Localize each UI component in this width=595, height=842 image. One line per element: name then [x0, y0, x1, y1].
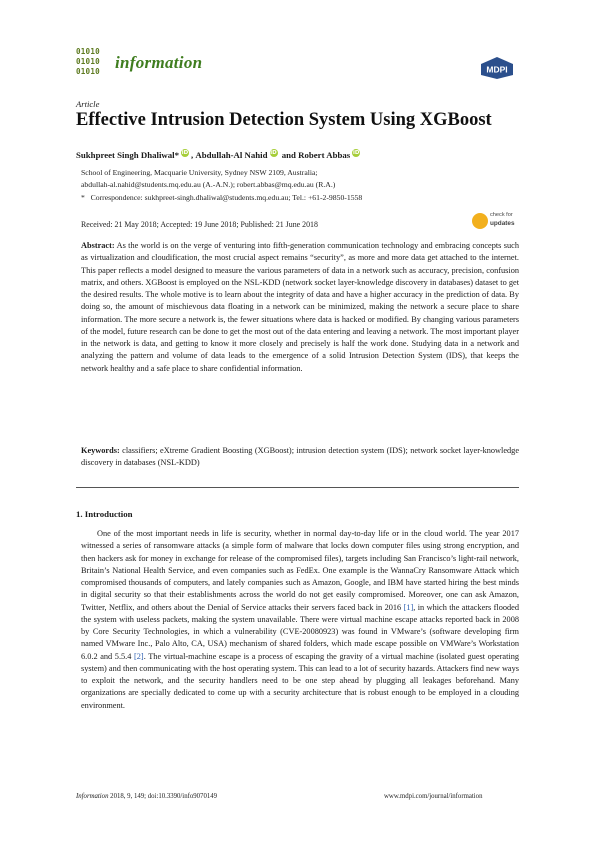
journal-name: information — [115, 53, 203, 72]
orcid-icon[interactable]: iD — [270, 150, 277, 156]
orcid-icon[interactable]: iD — [352, 150, 360, 156]
publication-dates: Received: 21 May 2018; Accepted: 19 June 2018; Published: 21 June 2018 — [81, 220, 318, 229]
introduction-paragraph — [81, 528, 519, 712]
author-separator: , — [191, 149, 196, 160]
affiliation-line: School of Engineering, Macquarie University, Sydney NSW 2109, Australia; — [81, 168, 318, 177]
intro-text-2: , in which the attackers flooded the system with useless packets, making the system unavailable. There were virtual machine escape attacks reported back in 2008 by Core Security Technologies, in which a vulnerability (CVE-20080923) was found in VMware’s (software developing firm named VMware Inc., Palo Alto, CA, USA) mechanism of shared folders, which made escape possible on VMWare’s Workstation 6.0.2 and 5.5.4 — [81, 602, 519, 661]
author-name: Sukhpreet Singh Dhaliwal — [76, 149, 175, 160]
check-for-updates-badge[interactable] — [472, 211, 522, 233]
intro-text-3: . The virtual-machine escape is a process of escaping the gravity of a virtual machine (isolated guest operating system) and then communicating with the host operating system. This can lead to a lot of security hazards. Attackers find new ways to exploit the network, and the security handlers need to be one step ahead by plugging all leakages beforehand. Many organizations are specially dedicated to come up with a security architecture that is robust enough to be employed in a clouding environment. — [81, 651, 520, 710]
abstract-label: Abstract: — [81, 241, 115, 250]
journal-logo — [76, 47, 110, 81]
keywords-text: classifiers; eXtreme Gradient Boosting (XGBoost); intrusion detection system (IDS); network socket layer-knowledge discovery in databases (NSL-KDD) — [81, 446, 520, 468]
author-list — [76, 149, 362, 160]
keywords-label: Keywords: — [81, 446, 120, 455]
footer-citation — [76, 793, 217, 800]
footer-citation-text: 2018, 9, 149; doi:10.3390/info9070149 — [108, 793, 218, 800]
keywords — [81, 445, 519, 470]
author-name: Abdullah-Al Nahid — [195, 149, 268, 160]
author-name: Robert Abbas — [298, 149, 351, 160]
abstract-text: As the world is on the verge of venturing into fifth-generation communication technology and embracing concepts such as virtualization and cloudification, the most crucial aspect remains “security”, as more and more data get attached to the internet. This paper reflects a model designed to measure the various parameters of data in a network such as accuracy, precision, confusion matrix, and others. XGBoost is employed on the NSL-KDD (network socket layer-knowledge discovery in databases) dataset to get the desired results. The whole motive is to learn about the integrity of data and have a higher accuracy in the prediction of data. By doing so, the amount of mischievous data floating in a network can be minimized, making the network a secure place to share information. The more secure a network is, the fewer situations where data is hacked or modified. By changing various parameters of the model, future research can be done to get the most out of the data entering and leaving a network. The most important player in the network is data, and getting to know it more closely and precisely is half the work done. Studying data in a network and analyzing the pattern and volume of data leads to the emergence of a solid Intrusion Detection System (IDS), that keeps the network healthy and a safe place to share confidential information. — [81, 241, 520, 373]
section-heading: 1. Introduction — [76, 509, 133, 519]
journal-logo-binary: 01010 01010 01010 — [76, 47, 100, 76]
author-separator: and — [279, 149, 299, 160]
article-title: Effective Intrusion Detection System Using XGBoost — [76, 110, 492, 130]
updates-label: updates — [490, 219, 515, 227]
citation-link[interactable]: [1] — [403, 602, 414, 612]
citation-link[interactable]: [2] — [134, 651, 144, 661]
footer-journal: Information — [76, 793, 109, 800]
mdpi-logo-text: MDPI — [486, 64, 508, 75]
article-type: Article — [76, 99, 100, 109]
check-for-label: check for — [490, 212, 513, 218]
affiliation-line: abdullah-al.nahid@students.mq.edu.au (A.-A.N.); robert.abbas@mq.edu.au (R.A.) — [81, 180, 336, 190]
correspondence-line: * Correspondence: sukhpreet-singh.dhaliwal@students.mq.edu.au; Tel.: +61-2-9850-1558 — [81, 192, 363, 202]
footer-url[interactable]: www.mdpi.com/journal/information — [384, 793, 483, 800]
update-circle-icon — [472, 213, 488, 229]
corresponding-mark: * — [174, 149, 179, 160]
orcid-icon[interactable]: iD — [181, 150, 189, 156]
mdpi-logo-icon — [479, 56, 515, 80]
section-divider — [76, 487, 519, 488]
affiliations — [81, 167, 362, 204]
abstract — [81, 240, 519, 375]
intro-text-1: One of the most important needs in life is security, whether in normal day-to-day life or in the cloud world. The year 2017 witnessed a series of ransomware attacks (a simple form of malware that locks down computer files using strong encryption, and then hackers ask for money in exchange for release of the compromised files), targets including San Francisco’s light-rail network, Britain’s National Health Service, and even companies such as FedEx. One example is the WannaCry Ransomware Attack which compromised thousands of computers, and lately companies such as Amazon, Google, and IBM have started hiring the best minds in digital security so that their establishments across the world do not get easily compromised. Moreover, one can ask Amazon, Twitter, Netflix, and others about the Denial of Service attacks their servers faced back in 2016 — [81, 529, 519, 612]
check-for-updates-text — [490, 212, 515, 227]
